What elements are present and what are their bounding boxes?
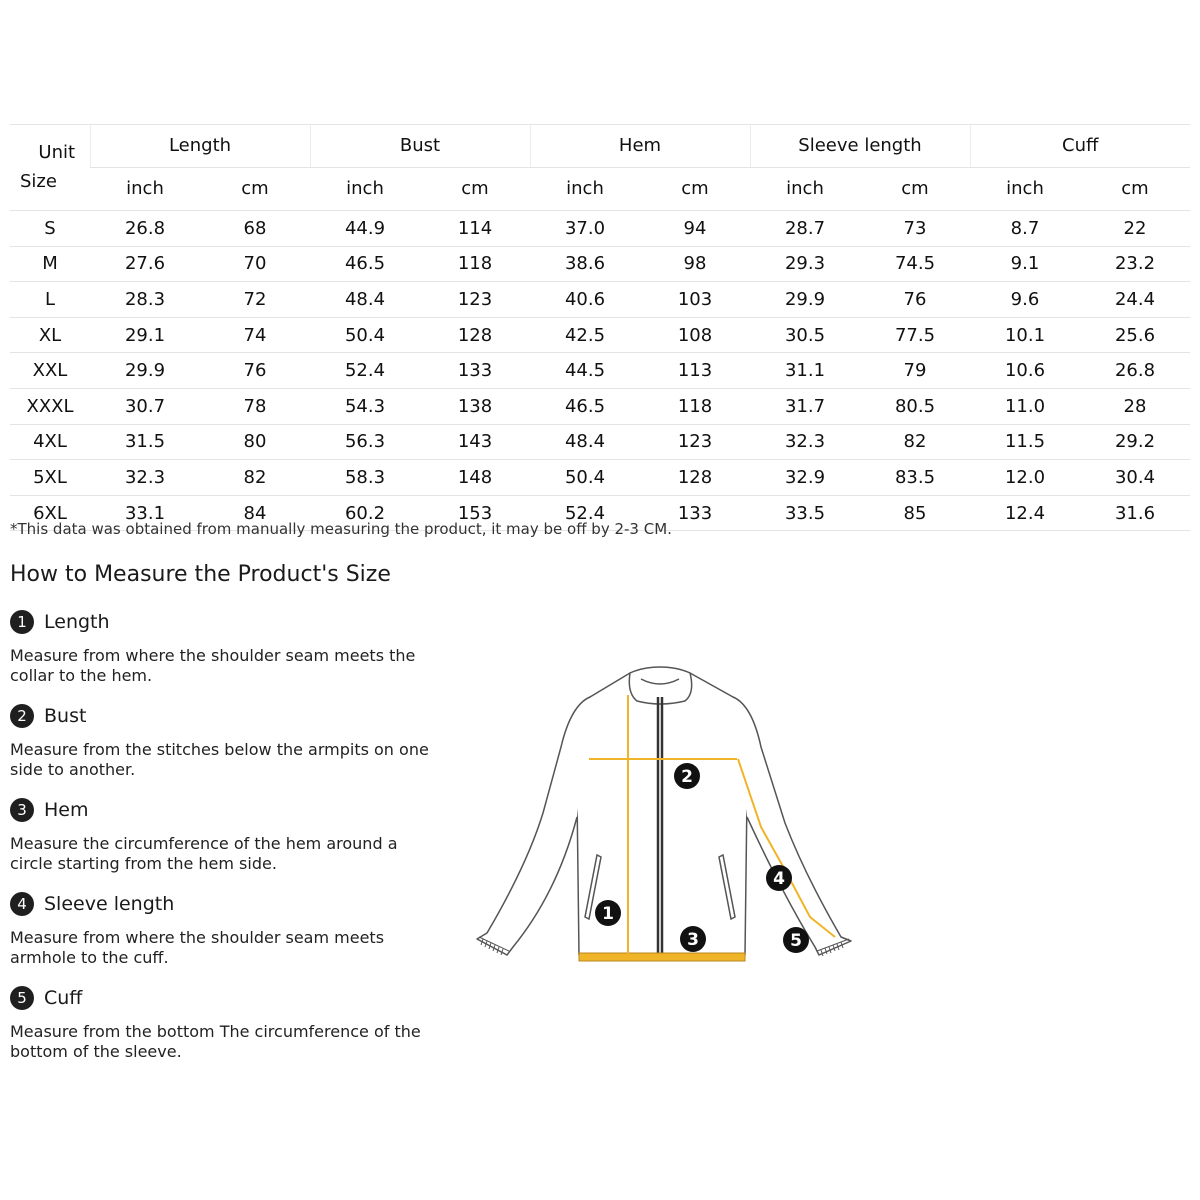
table-cell: 31.7 xyxy=(750,388,860,424)
table-cell: 74 xyxy=(200,317,310,353)
table-cell: 31.1 xyxy=(750,353,860,389)
table-cell: 42.5 xyxy=(530,317,640,353)
table-cell: 29.1 xyxy=(90,317,200,353)
unit-header-cell: inch xyxy=(566,178,604,200)
table-cell: 30.7 xyxy=(90,388,200,424)
table-cell: 46.5 xyxy=(310,246,420,282)
marker-2-icon xyxy=(674,763,700,789)
table-cell: 82 xyxy=(860,424,970,460)
table-cell: 22 xyxy=(1080,211,1190,247)
table-cell: 77.5 xyxy=(860,317,970,353)
size-cell: S xyxy=(10,211,90,247)
size-cell: XXXL xyxy=(10,388,90,424)
measure-item-cuff xyxy=(10,984,440,1078)
table-cell: 28 xyxy=(1080,388,1190,424)
how-to-measure-title: How to Measure the Product's Size xyxy=(10,562,391,587)
table-cell: 74.5 xyxy=(860,246,970,282)
measure-item-bust xyxy=(10,702,440,796)
table-cell: 123 xyxy=(640,424,750,460)
table-cell: 27.6 xyxy=(90,246,200,282)
table-cell: 103 xyxy=(640,282,750,318)
size-label: Size xyxy=(20,171,57,192)
table-cell: 123 xyxy=(420,282,530,318)
table-cell: 11.0 xyxy=(970,388,1080,424)
measure-item-sleeve-length xyxy=(10,890,440,984)
table-row xyxy=(10,282,1190,318)
group-header-sleeve-length: Sleeve length xyxy=(750,125,970,168)
table-cell: 76 xyxy=(200,353,310,389)
table-cell: 32.9 xyxy=(750,460,860,496)
table-cell: 10.6 xyxy=(970,353,1080,389)
size-cell: XXL xyxy=(10,353,90,389)
table-cell: 79 xyxy=(860,353,970,389)
table-cell: 70 xyxy=(200,246,310,282)
table-cell: 12.0 xyxy=(970,460,1080,496)
unit-label: Unit xyxy=(10,125,90,168)
table-cell: 31.6 xyxy=(1080,495,1190,531)
table-cell: 73 xyxy=(860,211,970,247)
group-header-length: Length xyxy=(90,125,310,168)
table-cell: 128 xyxy=(420,317,530,353)
table-cell: 83.5 xyxy=(860,460,970,496)
table-cell: 31.5 xyxy=(90,424,200,460)
table-cell: 85 xyxy=(860,495,970,531)
table-row xyxy=(10,353,1190,389)
table-cell: 25.6 xyxy=(1080,317,1190,353)
size-cell: 4XL xyxy=(10,424,90,460)
size-table-body xyxy=(10,211,1190,531)
table-cell: 29.3 xyxy=(750,246,860,282)
number-5-icon: 5 xyxy=(10,986,34,1010)
table-cell: 32.3 xyxy=(90,460,200,496)
table-cell: 30.5 xyxy=(750,317,860,353)
svg-text:1: 1 xyxy=(602,904,614,924)
table-cell: 80.5 xyxy=(860,388,970,424)
table-cell: 40.6 xyxy=(530,282,640,318)
table-cell: 23.2 xyxy=(1080,246,1190,282)
table-cell: 29.9 xyxy=(750,282,860,318)
table-cell: 76 xyxy=(860,282,970,318)
svg-text:2: 2 xyxy=(681,767,693,787)
table-cell: 50.4 xyxy=(310,317,420,353)
table-cell: 138 xyxy=(420,388,530,424)
unit-header-cell: inch xyxy=(786,178,824,200)
table-row xyxy=(10,460,1190,496)
table-cell: 28.7 xyxy=(750,211,860,247)
table-row xyxy=(10,317,1190,353)
table-cell: 28.3 xyxy=(90,282,200,318)
table-cell: 84 xyxy=(200,495,310,531)
measure-item-title: Cuff xyxy=(44,987,83,1009)
table-cell: 94 xyxy=(640,211,750,247)
unit-header-cell: cm xyxy=(461,178,489,200)
measure-item-hem xyxy=(10,796,440,890)
table-row xyxy=(10,246,1190,282)
group-header-hem: Hem xyxy=(530,125,750,168)
table-cell: 80 xyxy=(200,424,310,460)
unit-header-cell: cm xyxy=(241,178,269,200)
table-cell: 68 xyxy=(200,211,310,247)
unit-header-cell: cm xyxy=(1121,178,1149,200)
table-cell: 78 xyxy=(200,388,310,424)
table-cell: 32.3 xyxy=(750,424,860,460)
measure-instructions-list xyxy=(10,608,440,1078)
size-cell: M xyxy=(10,246,90,282)
jacket-measurement-diagram xyxy=(465,655,860,965)
unit-header-cell: inch xyxy=(1006,178,1044,200)
jacket-outline xyxy=(477,667,851,955)
table-cell: 118 xyxy=(420,246,530,282)
table-cell: 133 xyxy=(640,495,750,531)
table-cell: 48.4 xyxy=(310,282,420,318)
group-header-row xyxy=(10,125,1190,168)
table-cell: 29.9 xyxy=(90,353,200,389)
table-cell: 9.6 xyxy=(970,282,1080,318)
table-cell: 133 xyxy=(420,353,530,389)
marker-1-icon xyxy=(595,900,621,926)
group-header-cuff: Cuff xyxy=(970,125,1190,168)
table-cell: 72 xyxy=(200,282,310,318)
table-cell: 60.2 xyxy=(310,495,420,531)
unit-header-cell: inch xyxy=(126,178,164,200)
table-cell: 26.8 xyxy=(1080,353,1190,389)
table-cell: 24.4 xyxy=(1080,282,1190,318)
table-cell: 118 xyxy=(640,388,750,424)
table-cell: 44.5 xyxy=(530,353,640,389)
number-1-icon: 1 xyxy=(10,610,34,634)
table-cell: 48.4 xyxy=(530,424,640,460)
hem-ribbing xyxy=(579,953,745,961)
table-cell: 56.3 xyxy=(310,424,420,460)
table-cell: 37.0 xyxy=(530,211,640,247)
table-cell: 30.4 xyxy=(1080,460,1190,496)
table-cell: 108 xyxy=(640,317,750,353)
table-cell: 44.9 xyxy=(310,211,420,247)
table-cell: 46.5 xyxy=(530,388,640,424)
table-cell: 9.1 xyxy=(970,246,1080,282)
table-cell: 98 xyxy=(640,246,750,282)
table-row xyxy=(10,388,1190,424)
measure-item-description: Measure from where the shoulder seam meets armhole to the cuff. xyxy=(10,928,385,967)
table-cell: 82 xyxy=(200,460,310,496)
number-3-icon: 3 xyxy=(10,798,34,822)
measure-item-title: Bust xyxy=(44,705,87,727)
measure-item-description: Measure from the bottom The circumference of the bottom of the sleeve. xyxy=(10,1022,421,1061)
measure-item-description: Measure from the stitches below the armpits on one side to another. xyxy=(10,740,429,779)
svg-text:5: 5 xyxy=(790,931,802,951)
size-chart-table xyxy=(10,124,1190,531)
table-cell: 143 xyxy=(420,424,530,460)
table-cell: 128 xyxy=(640,460,750,496)
table-cell: 52.4 xyxy=(310,353,420,389)
table-cell: 8.7 xyxy=(970,211,1080,247)
table-cell: 114 xyxy=(420,211,530,247)
unit-header-row xyxy=(10,167,1190,211)
unit-header-cell: cm xyxy=(901,178,929,200)
table-cell: 52.4 xyxy=(530,495,640,531)
table-cell: 12.4 xyxy=(970,495,1080,531)
size-cell: XL xyxy=(10,317,90,353)
unit-header-cell: cm xyxy=(681,178,709,200)
svg-text:3: 3 xyxy=(687,930,699,950)
measure-item-title: Hem xyxy=(44,799,89,821)
size-cell: 6XL xyxy=(10,495,90,531)
table-row xyxy=(10,424,1190,460)
table-cell: 58.3 xyxy=(310,460,420,496)
unit-header-cell: inch xyxy=(346,178,384,200)
number-2-icon: 2 xyxy=(10,704,34,728)
table-cell: 33.1 xyxy=(90,495,200,531)
table-cell: 29.2 xyxy=(1080,424,1190,460)
measure-item-title: Length xyxy=(44,611,110,633)
measure-item-description: Measure from where the shoulder seam meets the collar to the hem. xyxy=(10,646,416,685)
table-cell: 50.4 xyxy=(530,460,640,496)
marker-3-icon xyxy=(680,926,706,952)
table-cell: 11.5 xyxy=(970,424,1080,460)
table-cell: 54.3 xyxy=(310,388,420,424)
measurement-note: *This data was obtained from manually measuring the product, it may be off by 2-3 CM. xyxy=(10,520,672,538)
table-cell: 33.5 xyxy=(750,495,860,531)
table-cell: 38.6 xyxy=(530,246,640,282)
measure-item-description: Measure the circumference of the hem around a circle starting from the hem side. xyxy=(10,834,398,873)
size-cell: 5XL xyxy=(10,460,90,496)
table-cell: 148 xyxy=(420,460,530,496)
table-cell: 10.1 xyxy=(970,317,1080,353)
size-cell: L xyxy=(10,282,90,318)
measure-item-length xyxy=(10,608,440,702)
marker-4-icon xyxy=(766,865,792,891)
table-cell: 113 xyxy=(640,353,750,389)
table-row xyxy=(10,211,1190,247)
table-cell: 153 xyxy=(420,495,530,531)
svg-text:4: 4 xyxy=(773,869,785,889)
group-header-bust: Bust xyxy=(310,125,530,168)
marker-5-icon xyxy=(783,927,809,953)
measure-item-title: Sleeve length xyxy=(44,893,175,915)
table-cell: 26.8 xyxy=(90,211,200,247)
number-4-icon: 4 xyxy=(10,892,34,916)
